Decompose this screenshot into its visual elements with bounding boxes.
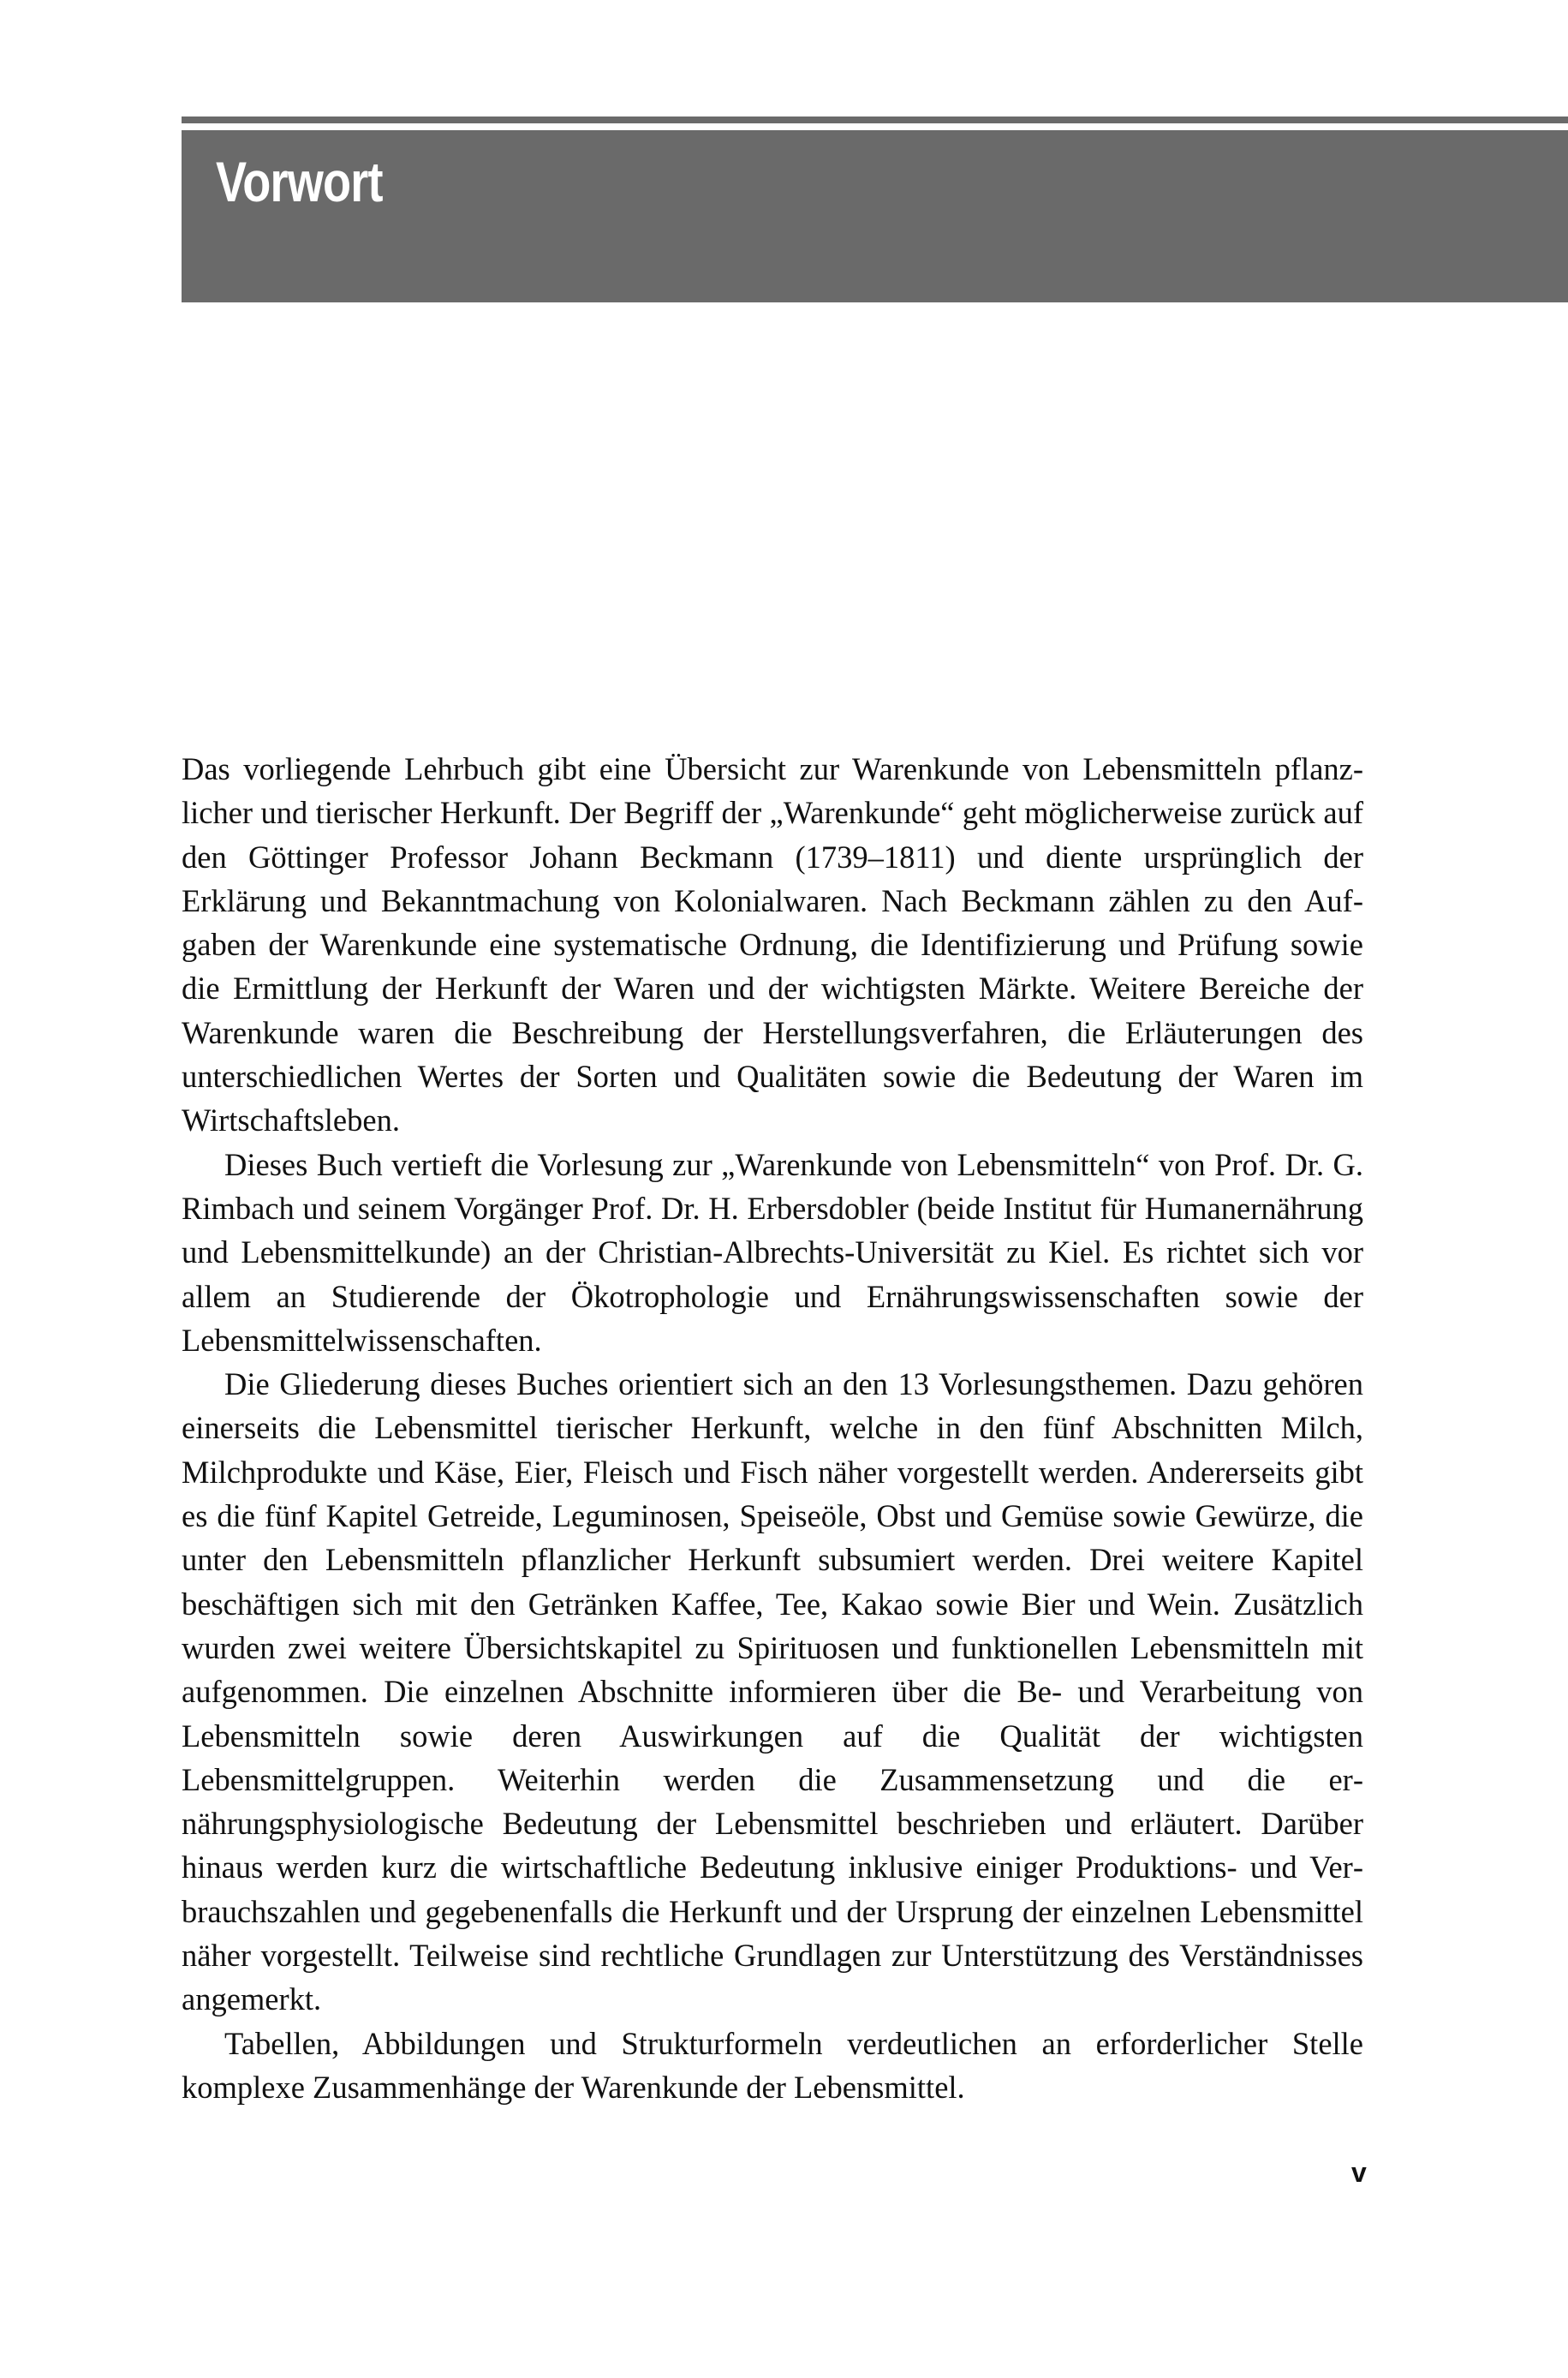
paragraph-4: Tabellen, Abbildungen und Strukturformeln verdeutlichen an erforderlicher Stelle komplexe Zusammenhänge der Warenkunde der Lebensmittel. [182,2025,1363,2105]
page-number: v [1351,2157,1367,2188]
header-top-rule [182,117,1568,123]
chapter-title-band [182,130,1568,302]
paragraph-3: Die Gliederung dieses Buches orientiert sich an den 13 Vorlesungsthemen. Dazu gehören einerseits die Lebensmittel tierischer Herkunft, welche in den fünf Abschnitten Milch, Milchprodukte und Käse, Eier, Fleisch und Fisch näher vorgestellt werden. Andererseits gibt es die fünf Kapitel Getreide, Leguminosen, Speiseöle, Obst und Gemüse sowie Gewürze, die unter den Lebensmitteln pflanzlicher Herkunft subsumiert werden. Drei weitere Kapitel beschäftigen sich mit den Getränken Kaffee, Tee, Kakao sowie Bier und Wein. Zusätzlich wurden zwei weitere Übersichtskapitel zu Spirituosen und funktionellen Lebensmitteln mit aufgenommen. Die einzelnen Abschnitte informieren über die Be- und Verarbeitung von Lebensmitteln sowie deren Auswirkungen auf die Qualität der wichtigsten Lebensmittelgruppen. Weiterhin werden die Zusammensetzung und die ernährungsphysiologische Bedeutung der Lebensmittel beschrieben und erläutert. Darüber hinaus werden kurz die wirtschaftliche Bedeutung inklusive einiger Produktions- und Verbrauchszahlen und gegebenenfalls die Herkunft und der Ursprung der einzelnen Lebensmittel näher vorgestellt. Teilweise sind rechtliche Grundlagen zur Unterstützung des Verständnisses angemerkt. [182,1366,1363,2017]
body-text [182,747,1363,2109]
paragraph-1: Das vorliegende Lehrbuch gibt eine Übersicht zur Warenkunde von Lebensmitteln pflanzlicher und tierischer Herkunft. Der Begriff der „Warenkunde“ geht möglicherweise zurück auf den Göttinger Professor Johann Beckmann (1739–1811) und diente ursprünglich der Erklärung und Bekanntmachung von Kolonialwaren. Nach Beckmann zählen zu den Aufgaben der Warenkunde eine systematische Ordnung, die Identifizierung und Prüfung sowie die Ermittlung der Herkunft der Waren und der wichtigsten Märkte. Weitere Bereiche der Warenkunde waren die Beschreibung der Herstellungsverfahren, die Erläuterungen des unterschiedlichen Wertes der Sorten und Qualitäten sowie die Bedeutung der Waren im Wirtschaftsleben. [182,751,1363,1138]
paragraph-2: Dieses Buch vertieft die Vorlesung zur „Warenkunde von Lebensmitteln“ von Prof. Dr. G. Rimbach und seinem Vorgänger Prof. Dr. H. Erbersdobler (beide Institut für Humanernährung und Lebensmittelkunde) an der Christian-Albrechts-Universität zu Kiel. Es richtet sich vor allem an Studierende der Ökotrophologie und Ernährungswissenschaften sowie der Lebensmittelwissenschaften. [182,1146,1363,1358]
chapter-title: Vorwort [216,150,383,213]
